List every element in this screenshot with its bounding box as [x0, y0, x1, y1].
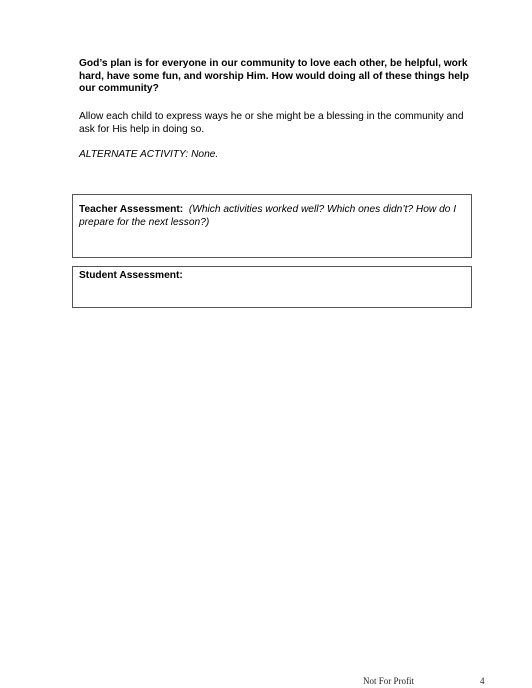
- teacher-assessment-box: [72, 194, 472, 258]
- student-assessment-box: [72, 266, 472, 308]
- page-number: 4: [480, 676, 485, 686]
- footer-text: Not For Profit: [363, 676, 415, 686]
- plan-paragraph: God’s plan is for everyone in our community to love each other, be helpful, work hard, have some fun, and worship Him. How would doing all of these things help our community?: [79, 58, 469, 95]
- teacher-assessment-prompt: (Which activities worked well? Which ones didn’t? How do I prepare for the next lesson?): [79, 204, 457, 228]
- teacher-assessment-label: Teacher Assessment:: [79, 204, 184, 215]
- alternate-activity: ALTERNATE ACTIVITY: None.: [79, 149, 219, 160]
- student-assessment-label: Student Assessment:: [79, 270, 183, 281]
- activity-paragraph: Allow each child to express ways he or she might be a blessing in the community and ask for His help in doing so.: [79, 111, 464, 135]
